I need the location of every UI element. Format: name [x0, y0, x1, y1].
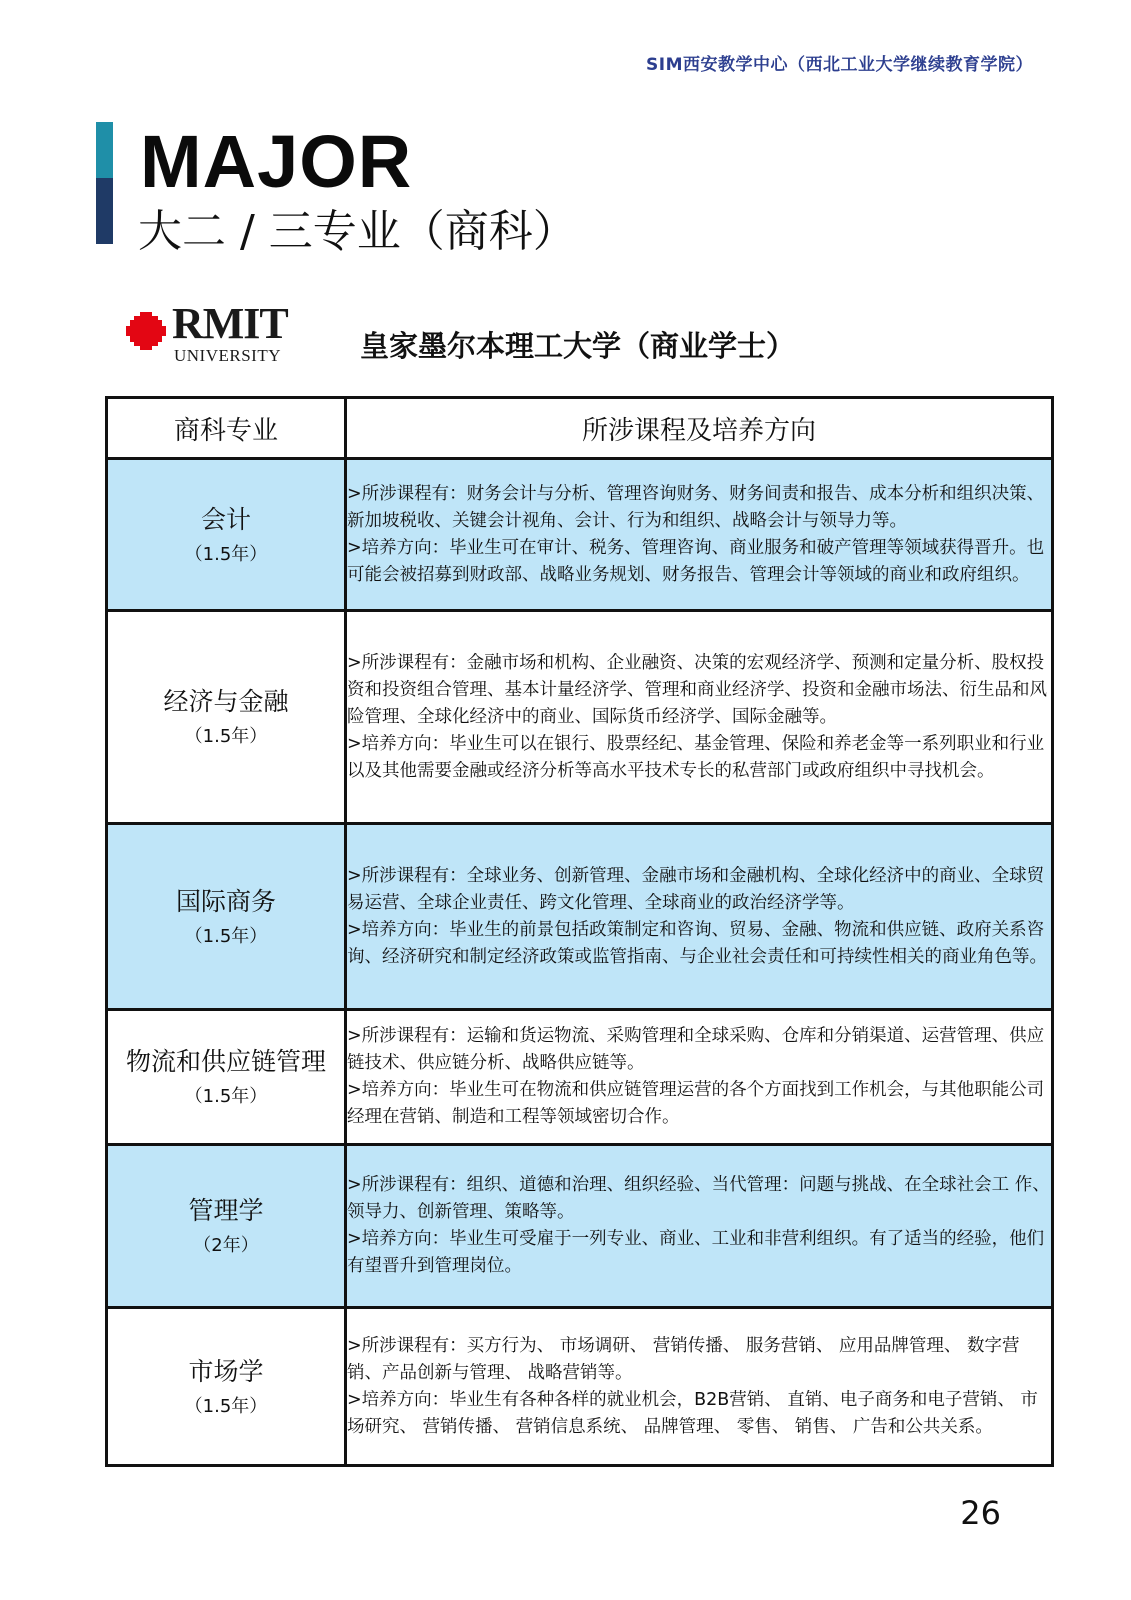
major-cell — [107, 611, 346, 824]
column-header-major: 商科专业 — [107, 398, 346, 459]
major-name: 物流和供应链管理 — [125, 1047, 326, 1076]
table-row — [107, 1010, 1053, 1145]
description-cell — [346, 459, 1053, 611]
page-number: 26 — [960, 1494, 1001, 1532]
column-header-courses: 所涉课程及培养方向 — [346, 398, 1053, 459]
major-cell — [107, 1308, 346, 1466]
courses-text: >所涉课程有：买方行为、 市场调研、 营销传播、 服务营销、 应用品牌管理、 数字营销、产品创新与管理、 战略营销等。 — [347, 1335, 1020, 1383]
logo-wordmark: RMIT — [172, 299, 288, 348]
major-duration: （2年） — [193, 1235, 259, 1256]
table-row — [107, 1308, 1053, 1466]
courses-text: >所涉课程有：全球业务、创新管理、金融市场和金融机构、全球化经济中的商业、全球贸易运营、全球企业责任、跨文化管理、全球商业的政治经济学等。 — [347, 865, 1045, 913]
description-cell — [346, 611, 1053, 824]
career-text: >培养方向：毕业生可受雇于一列专业、商业、工业和非营利组织。有了适当的经验，他们有望晋升到管理岗位。 — [347, 1229, 1045, 1276]
major-name: 市场学 — [188, 1356, 264, 1386]
courses-text: >所涉课程有：财务会计与分析、管理咨询财务、财务间责和报告、成本分析和组织决策、新加坡税收、关键会计视角、会计、行为和组织、战略会计与领导力等。 — [347, 483, 1045, 531]
accent-bar-top — [96, 122, 113, 178]
major-cell — [107, 824, 346, 1010]
major-duration: （1.5年） — [184, 1086, 268, 1107]
career-text: >培养方向：毕业生有各种各样的就业机会，B2B营销、 直销、电子商务和电子营销、 市场研究、 营销传播、 营销信息系统、 品牌管理、 零售、 销售、 广告和公共关系。 — [347, 1389, 1038, 1437]
table-row — [107, 1145, 1053, 1308]
majors-table — [105, 396, 1054, 1467]
table-row — [107, 611, 1053, 824]
courses-text: >所涉课程有：组织、道德和治理、组织经验、当代管理：问题与挑战、在全球社会工 作、领导力、创新管理、策略等。 — [347, 1175, 1050, 1222]
description-cell — [346, 1145, 1053, 1308]
major-cell — [107, 1145, 346, 1308]
table-header-row — [107, 398, 1053, 459]
career-text: >培养方向：毕业生的前景包括政策制定和咨询、贸易、金融、物流和供应链、政府关系咨询、经济研究和制定经济政策或监管指南、与企业社会责任和可持续性相关的商业角色等。 — [347, 919, 1047, 967]
major-name: 国际商务 — [175, 886, 276, 916]
logo-subtitle: UNIVERSITY — [174, 346, 281, 365]
page-subtitle: 大二 / 三专业（商科） — [138, 206, 577, 257]
major-duration: （1.5年） — [184, 1395, 268, 1417]
career-text: >培养方向：毕业生可以在银行、股票经纪、基金管理、保险和养老金等一系列职业和行业以及其他需要金融或经济分析等高水平技术专长的私营部门或政府组织中寻找机会。 — [347, 733, 1045, 781]
description-cell — [346, 1010, 1053, 1145]
career-text: >培养方向：毕业生可在物流和供应链管理运营的各个方面找到工作机会，与其他职能公司经理在营销、制造和工程等领域密切合作。 — [347, 1080, 1045, 1127]
university-name: 皇家墨尔本理工大学（商业学士） — [360, 329, 796, 363]
major-name: 经济与金融 — [163, 687, 289, 716]
major-duration: （1.5年） — [184, 726, 268, 747]
rmit-logo — [126, 299, 296, 370]
header-organization: SIM西安教学中心（西北工业大学继续教育学院） — [646, 55, 1033, 75]
major-duration: （1.5年） — [184, 925, 268, 947]
major-duration: （1.5年） — [184, 543, 268, 565]
description-cell — [346, 1308, 1053, 1466]
rmit-pixel-icon — [126, 310, 166, 350]
table-row — [107, 824, 1053, 1010]
table-row — [107, 459, 1053, 611]
career-text: >培养方向：毕业生可在审计、税务、管理咨询、商业服务和破产管理等领域获得晋升。也可能会被招募到财政部、战略业务规划、财务报告、管理会计等领域的商业和政府组织。 — [347, 537, 1045, 585]
major-name: 管理学 — [188, 1196, 264, 1225]
page-title: MAJOR — [140, 120, 413, 203]
courses-text: >所涉课程有：运输和货运物流、采购管理和全球采购、仓库和分销渠道、运营管理、供应链技术、供应链分析、战略供应链等。 — [347, 1026, 1045, 1073]
major-name: 会计 — [200, 504, 251, 534]
description-cell — [346, 824, 1053, 1010]
courses-text: >所涉课程有：金融市场和机构、企业融资、决策的宏观经济学、预测和定量分析、股权投资和投资组合管理、基本计量经济学、管理和商业经济学、投资和金融市场法、衍生品和风险管理、全球化经济中的商业、国际货币经济学、国际金融等。 — [347, 652, 1047, 727]
accent-bar-bottom — [96, 178, 113, 244]
major-cell — [107, 459, 346, 611]
major-cell — [107, 1010, 346, 1145]
